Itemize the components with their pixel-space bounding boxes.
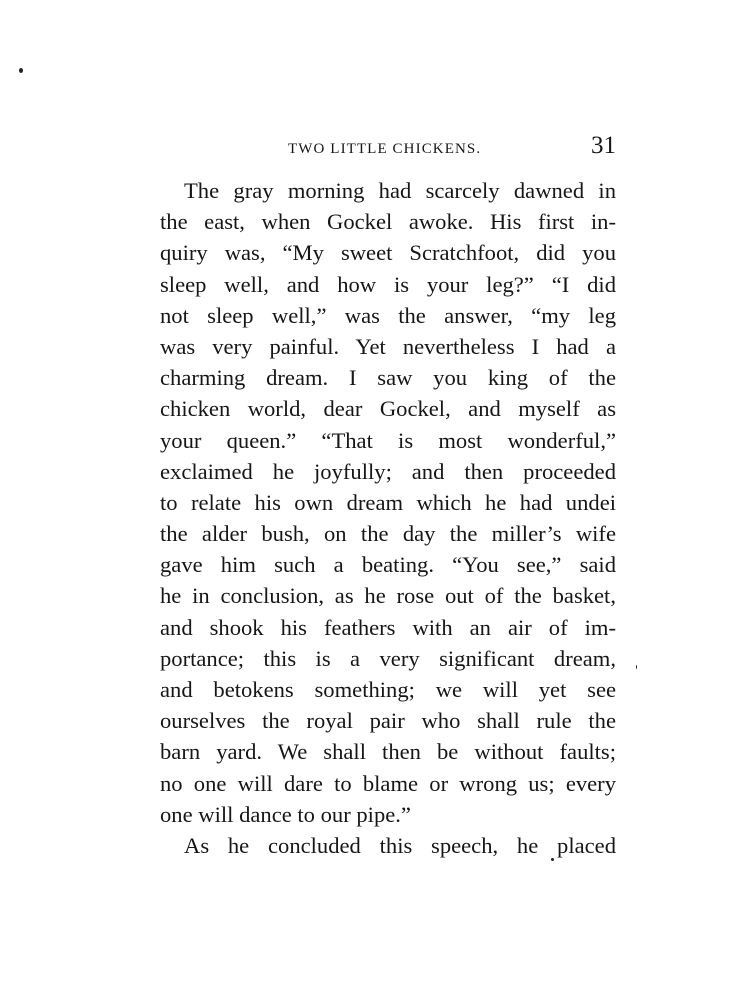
text-line: sleep well, and how is your leg?” “I did bbox=[160, 271, 616, 297]
running-head: TWO LITTLE CHICKENS. bbox=[288, 141, 482, 157]
text-line: quiry was, “My sweet Scratchfoot, did you bbox=[160, 240, 616, 266]
text-line: barn yard. We shall then be without faults; bbox=[160, 739, 616, 765]
page-header bbox=[160, 132, 616, 166]
text-line: not sleep well,” was the answer, “my leg bbox=[160, 302, 616, 328]
text-line: The gray morning had scarcely dawned in bbox=[184, 178, 616, 203]
text-line: one will dance to our pipe.” bbox=[160, 801, 411, 827]
text-line: he in conclusion, as he rose out of the basket, bbox=[160, 583, 616, 609]
text-line: and shook his feathers with an air of im- bbox=[160, 614, 616, 640]
page-number: 31 bbox=[591, 132, 616, 159]
text-line: no one will dare to blame or wrong us; every bbox=[160, 770, 616, 796]
text-line: exclaimed he joyfully; and then proceeded bbox=[160, 458, 616, 484]
ink-speck bbox=[636, 665, 637, 669]
text-line: gave him such a beating. “You see,” said bbox=[160, 552, 616, 578]
text-line: ourselves the royal pair who shall rule the bbox=[160, 708, 616, 734]
text-line: the east, when Gockel awoke. His first in- bbox=[160, 209, 616, 235]
body-text bbox=[160, 175, 616, 861]
text-line: was very painful. Yet nevertheless I had a bbox=[160, 333, 616, 359]
text-line: charming dream. I saw you king of the bbox=[160, 365, 616, 391]
text-line: and betokens something; we will yet see bbox=[160, 677, 616, 702]
ink-speck bbox=[19, 68, 23, 73]
text-line: As he concluded this speech, he placed bbox=[184, 832, 616, 858]
text-line: the alder bush, on the day the miller’s wife bbox=[160, 521, 616, 547]
text-line: chicken world, dear Gockel, and myself as bbox=[160, 396, 616, 422]
text-line: to relate his own dream which he had undei bbox=[160, 489, 616, 515]
text-line: your queen.” “That is most wonderful,” bbox=[160, 427, 616, 453]
text-line: portance; this is a very significant dream, bbox=[160, 645, 616, 671]
